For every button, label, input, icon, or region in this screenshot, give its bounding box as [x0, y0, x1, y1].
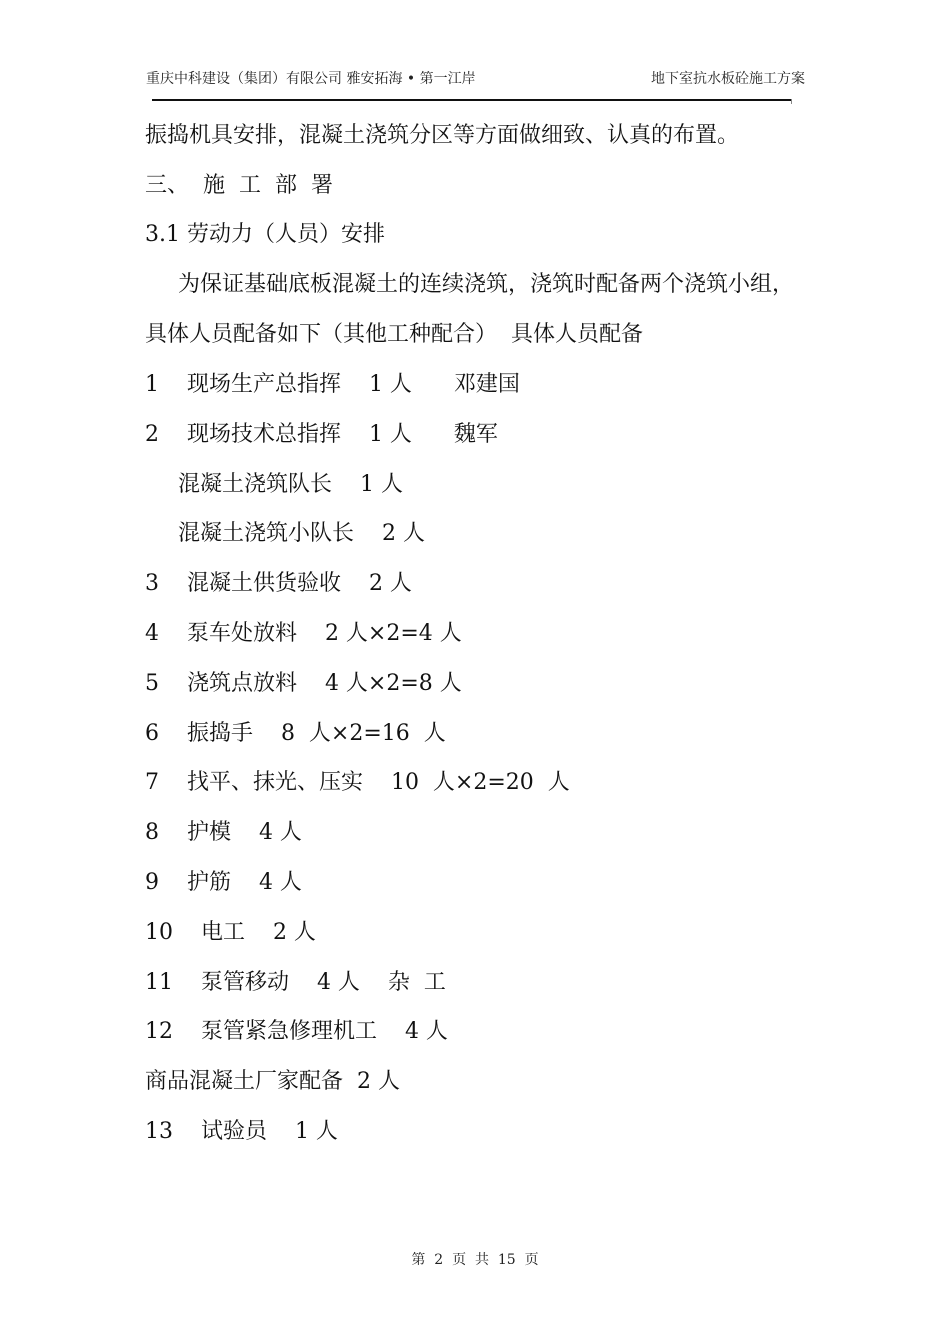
list-item: 混凝土浇筑队长 1 人 — [178, 472, 403, 497]
list-item: 5 浇筑点放料 4 人×2=8 人 — [145, 671, 462, 696]
list-item: 10 电工 2 人 — [145, 920, 316, 945]
list-item: 13 试验员 1 人 — [145, 1119, 338, 1144]
page-number-footer: 第 2 页 共 15 页 — [411, 1252, 539, 1268]
list-item: 6 振捣手 8 人×2=16 人 — [145, 721, 446, 746]
body-paragraph-line: 具体人员配备如下（其他工种配合） 具体人员配备 — [145, 322, 643, 347]
list-item: 12 泵管紧急修理机工 4 人 — [145, 1019, 448, 1044]
list-item: 3 混凝土供货验收 2 人 — [145, 571, 412, 596]
list-item: 4 泵车处放料 2 人×2=4 人 — [145, 621, 462, 646]
list-item: 混凝土浇筑小队长 2 人 — [178, 521, 425, 546]
list-item: 11 泵管移动 4 人 杂 工 — [145, 970, 446, 995]
page-header — [146, 68, 805, 90]
list-item: 8 护模 4 人 — [145, 820, 302, 845]
list-item: 7 找平、抹光、压实 10 人×2=20 人 — [145, 770, 570, 795]
subsection-heading: 3.1 劳动力（人员）安排 — [145, 222, 385, 247]
list-item: 9 护筋 4 人 — [145, 870, 302, 895]
header-document-title: 地下室抗水板砼施工方案 — [651, 71, 805, 87]
header-rule — [152, 99, 792, 101]
header-rule-tick — [791, 99, 792, 104]
header-company-project: 重庆中科建设（集团）有限公司 雅安拓海 • 第一江岸 — [146, 71, 476, 87]
section-heading: 三、 施 工 部 署 — [145, 173, 333, 198]
body-paragraph: 为保证基础底板混凝土的连续浇筑，浇筑时配备两个浇筑小组， — [178, 272, 795, 297]
body-paragraph-continuation: 振捣机具安排，混凝土浇筑分区等方面做细致、认真的布置。 — [145, 123, 740, 148]
list-item: 1 现场生产总指挥 1 人 邓建国 — [145, 372, 520, 397]
list-item: 商品混凝土厂家配备 2 人 — [145, 1069, 400, 1094]
list-item: 2 现场技术总指挥 1 人 魏军 — [145, 422, 498, 447]
